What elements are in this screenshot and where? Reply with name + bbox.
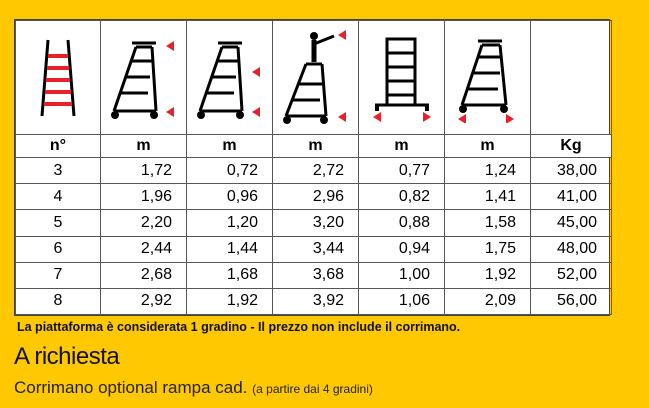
table-row [16,262,612,288]
cell-working-height: 2,96 [273,184,359,210]
cell-weight: 45,00 [531,210,612,236]
cell-weight: 52,00 [531,262,612,288]
platform-note: La piattaforma è considerata 1 gradino - Il prezzo non include il corrimano. [17,320,461,334]
cell-platform-height: 2,20 [101,210,187,236]
cell-base-width: 0,77 [359,158,445,184]
on-request-title: A richiesta [14,343,120,370]
header-step-height: m [187,135,273,158]
cell-base-width: 0,82 [359,184,445,210]
cell-base-depth: 1,41 [445,184,531,210]
platform-step-height-icon [192,33,268,123]
cell-base-depth: 1,92 [445,262,531,288]
cell-base-depth: 1,75 [445,236,531,262]
cell-platform-height: 2,68 [101,262,187,288]
cell-step-height: 1,44 [187,236,273,262]
cell-step-height: 1,68 [187,262,273,288]
cell-weight: 41,00 [531,184,612,210]
cell-working-height: 3,44 [273,236,359,262]
cell-working-height: 3,68 [273,262,359,288]
header-platform-height: m [101,135,187,158]
base-width-icon-cell [359,21,445,135]
cell-weight: 48,00 [531,236,612,262]
option-main: Corrimano optional rampa cad. [14,378,248,397]
cell-steps: 4 [16,184,101,210]
base-depth-icon [450,33,526,123]
specs-table-container [14,19,610,316]
table-row [16,210,612,236]
cell-steps: 3 [16,158,101,184]
cell-steps: 7 [16,262,101,288]
platform-height-icon-cell [101,21,187,135]
cell-weight: 56,00 [531,288,612,314]
cell-step-height: 1,20 [187,210,273,236]
icon-row [16,21,612,135]
cell-base-width: 1,06 [359,288,445,314]
cell-step-height: 1,92 [187,288,273,314]
cell-base-width: 1,00 [359,262,445,288]
cell-platform-height: 2,44 [101,236,187,262]
table-row [16,288,612,314]
cell-base-width: 0,94 [359,236,445,262]
cell-working-height: 3,20 [273,210,359,236]
option-line [14,378,373,398]
cell-step-height: 0,72 [187,158,273,184]
cell-working-height: 3,92 [273,288,359,314]
cell-steps: 5 [16,210,101,236]
header-row [16,135,612,158]
specs-table [15,20,612,315]
working-height-icon-cell [273,21,359,135]
platform-step-height-icon-cell [187,21,273,135]
header-weight: Kg [531,135,612,158]
cell-base-depth: 1,58 [445,210,531,236]
cell-base-depth: 1,24 [445,158,531,184]
ladder-icon-cell [16,21,101,135]
cell-platform-height: 1,96 [101,184,187,210]
cell-steps: 8 [16,288,101,314]
table-row [16,184,612,210]
cell-steps: 6 [16,236,101,262]
header-base-depth: m [445,135,531,158]
table-row [16,158,612,184]
cell-platform-height: 1,72 [101,158,187,184]
ladder-icon [38,38,78,118]
option-detail: (a partire dai 4 gradini) [252,382,373,396]
table-row [16,236,612,262]
cell-base-depth: 2,09 [445,288,531,314]
cell-platform-height: 2,92 [101,288,187,314]
working-height-icon [278,28,354,128]
cell-base-width: 0,88 [359,210,445,236]
header-base-width: m [359,135,445,158]
base-width-icon [367,33,437,123]
base-depth-icon-cell [445,21,531,135]
header-steps: n° [16,135,101,158]
cell-working-height: 2,72 [273,158,359,184]
cell-step-height: 0,96 [187,184,273,210]
platform-height-icon [106,33,182,123]
cell-weight: 38,00 [531,158,612,184]
header-working-height: m [273,135,359,158]
blank-icon-cell [531,21,612,135]
